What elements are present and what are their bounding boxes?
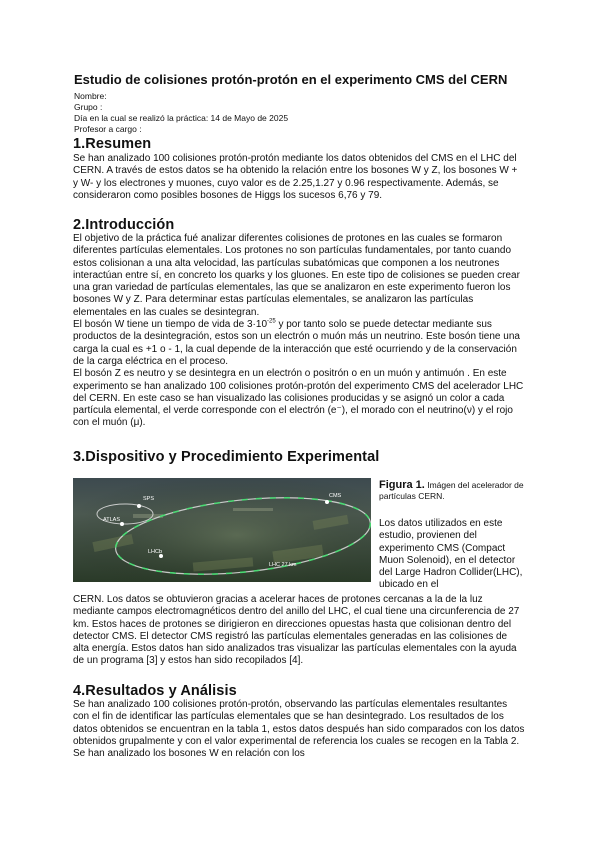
resultados-text	[73, 699, 525, 760]
meta-grupo: Grupo :	[74, 102, 103, 112]
intro-paragraph-2	[73, 319, 525, 368]
intro-paragraph-3: El bosón Z es neutro y se desintegra en un electrón o positrón o en un muón y antimuón . En este experimento se han analizado 100 colisiones protón-protón del experimento CMS del acelerador LHC del CERN. En este caso se han visualizado las colisiones producidas y se asignó un color a cada partícula elemental, el verde corresponde con el electrón (e⁻), el morado con el neutrino(ν) y el rojo con el muón (μ).	[73, 368, 524, 429]
figure-caption	[379, 480, 529, 502]
intro-paragraph-1: El objetivo de la práctica fué analizar diferentes colisiones de protones en las cuales se formaron diferentes partículas elementales. Los protones no son partículas fundamentales, por tanto cuando estos colisionan a una alta velocidad, las partículas subatómicas que componen a los neutrones interactúan entre sí, en concreto los quarks y los gluones. En este tipo de colisiones se pueden crear una gran variedad de partículas elementales, las que se analizaron en este experimento fueron los bosones W y Z. Para determinar estas partículas elementales, se analizaron las partículas elementales en las cuales se desintegran.	[73, 233, 520, 318]
exponent: -25	[267, 318, 276, 325]
figure-side-text: Los datos utilizados en este estudio, provienen del experimento CMS (Compact Muon Solenoid), en el detector del Large Hadron Collider(LHC), ubicado en el	[379, 518, 523, 591]
heading-resultados: 4.Resultados y Análisis	[73, 683, 237, 699]
resumen-text	[73, 153, 525, 202]
resultados-paragraph: Se han analizado 100 colisiones protón-protón, observando las partículas elementales resultantes con el fin de identificar las partículas elementales que se han desintegrado. Los resultados de los datos obtenidos se encuentran en la tabla 1, estos datos después han sido comparados con los datos obtenidos grupalmente y con el valor experimental de referencia los cuales se recogen en la Tabla 2. Se han analizado los bosones W en relación con los	[73, 699, 525, 760]
figure-caption-text: Imágen del acelerador de partículas CERN.	[379, 480, 524, 501]
meta-profesor: Profesor a cargo :	[74, 124, 142, 134]
heading-introduccion: 2.Introducción	[73, 217, 175, 233]
figure-label: Figura 1.	[379, 479, 425, 491]
meta-nombre: Nombre:	[74, 91, 107, 101]
fig-label-atlas: ATLAS	[103, 517, 121, 523]
document-title: Estudio de colisiones protón-protón en el experimento CMS del CERN	[74, 72, 508, 87]
dispositivo-paragraph: CERN. Los datos se obtuvieron gracias a acelerar haces de protones cercanas a la de la luz mediante campos electromagnéticos dentro del anillo del LHC, el cual tiene una circunferencia de 27 km. Estos haces de protones se dirigieron en direcciones opuestas hasta que colisionan dentro del detector CMS. El detector CMS registró las partículas elementales generadas en las colisiones de alta energía. Estos datos han sido analizados tras visualizar las partículas elementales con la ayuda de un programa [3] y estos han sido recopilados [4].	[73, 594, 520, 667]
heading-dispositivo: 3.Dispositivo y Procedimiento Experimental	[73, 449, 380, 465]
fig-label-sps: SPS	[143, 496, 155, 502]
fig-label-lhcb: LHCb	[148, 549, 163, 555]
fig-label-cms: CMS	[329, 493, 342, 499]
meta-fecha: Día en la cual se realizó la práctica: 14 de Mayo de 2025	[74, 113, 289, 123]
fig-label-lhc: LHC 27 km	[269, 562, 297, 568]
intro-p2-start: El bosón W tiene un tiempo de vida de 3·10	[73, 319, 268, 331]
introduccion-text	[73, 233, 525, 430]
resumen-paragraph: Se han analizado 100 colisiones protón-protón mediante los datos obtenidos del CMS en el LHC del CERN. A través de estos datos se ha obtenido la relación entre los bosones W y Z, los bosones W + y W- y los electrones y muones, cuyo valor es de 2.25,1.27 y 0.96 respectivamente. Además, se consideraron como posibles bosones de Higgs los sucesos 6,76 y 79.	[73, 153, 518, 201]
cern-accelerator-image	[73, 478, 371, 582]
intro-p2-end: y por tanto solo se puede detectar mediante sus productos de la desintegración, estos son un electrón o muón más un neutrino. Este bosón tiene una carga la cual es +1 o - 1, la cual depende de la interacción que esté ocurriendo y de la conservación de la carga eléctrica en el proceso.	[73, 319, 520, 367]
dispositivo-text	[73, 594, 525, 668]
heading-resumen: 1.Resumen	[73, 136, 152, 152]
